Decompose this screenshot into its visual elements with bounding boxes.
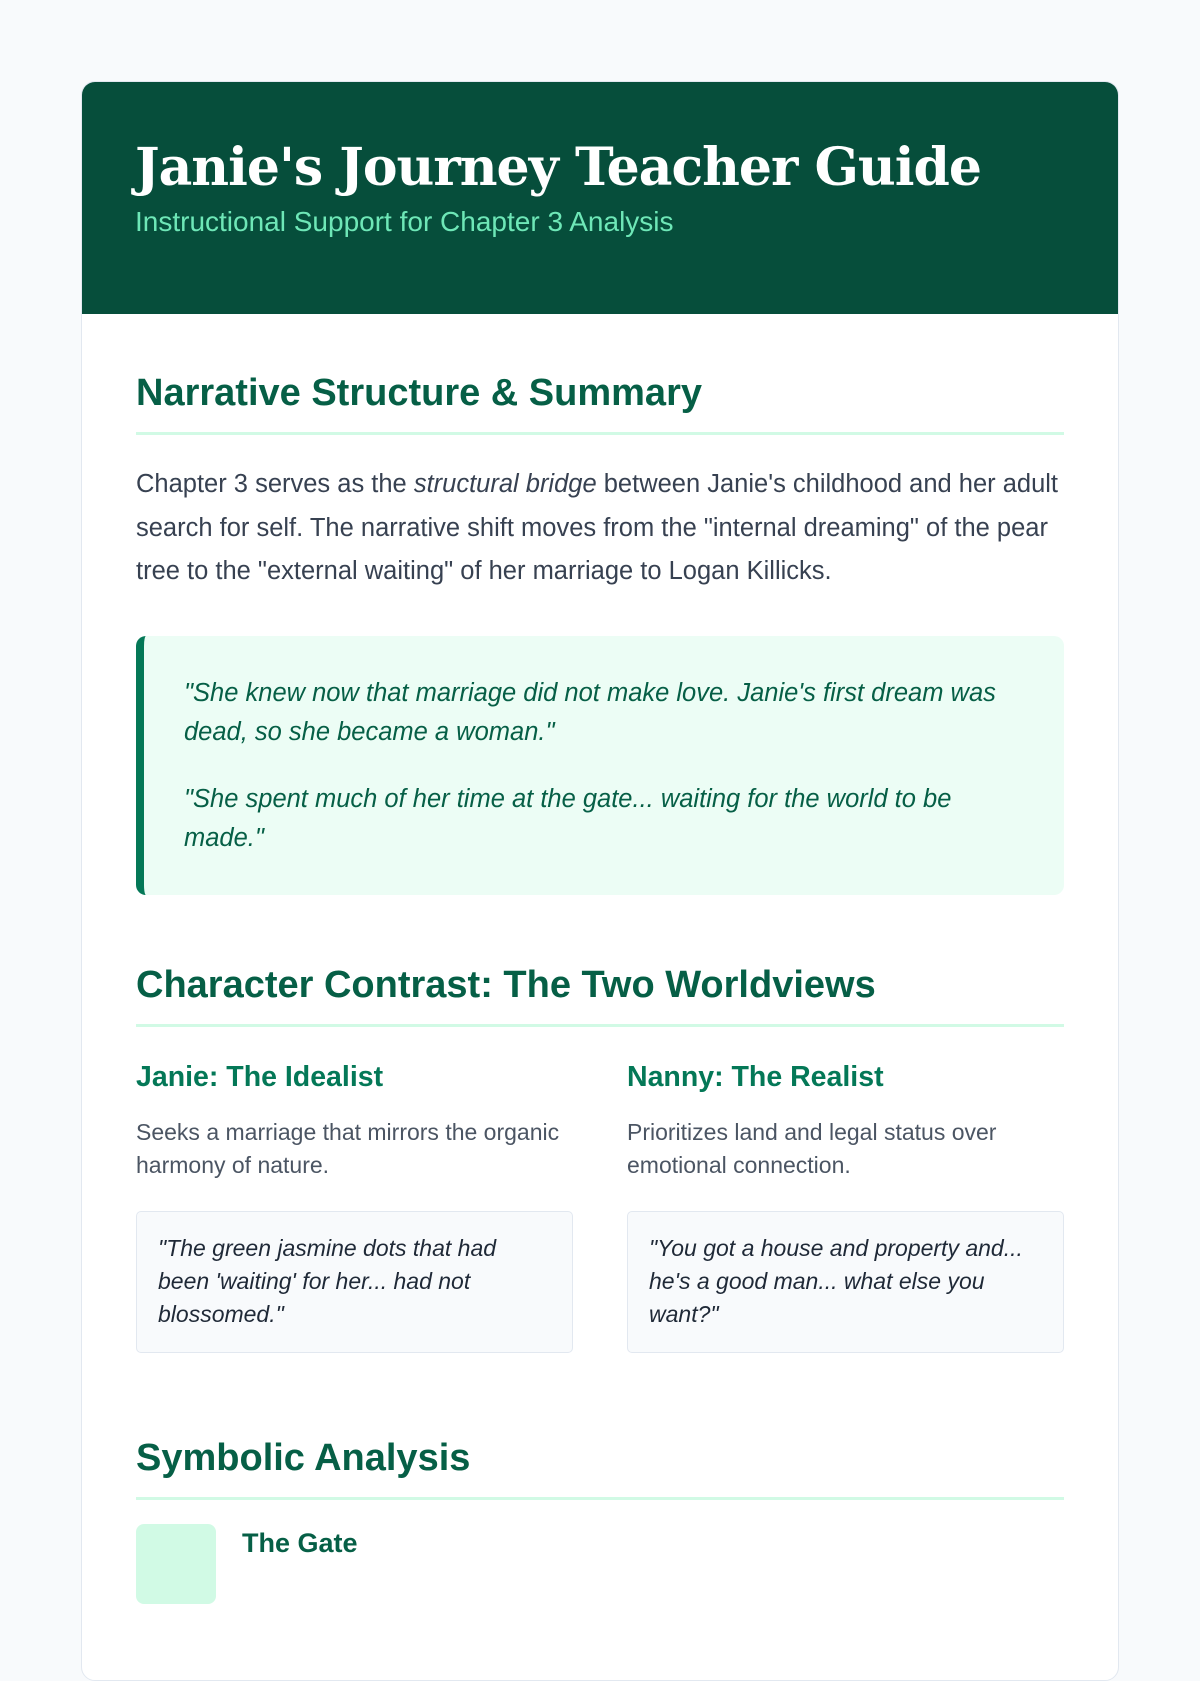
- key-quotes-box: [136, 636, 1064, 895]
- guide-content: [82, 370, 1118, 1604]
- guide-header: [82, 82, 1118, 314]
- section-heading-symbolic: Symbolic Analysis: [136, 1435, 1064, 1500]
- character-quote: "The green jasmine dots that had been 'waiting' for her... had not blossomed.": [136, 1211, 573, 1353]
- key-quote: "She spent much of her time at the gate... waiting for the world to be made.": [184, 784, 952, 852]
- section-heading-narrative: Narrative Structure & Summary: [136, 370, 1064, 435]
- page-subtitle: Instructional Support for Chapter 3 Analysis: [135, 206, 674, 237]
- character-quote: "You got a house and property and... he's a good man... what else you want?": [627, 1211, 1064, 1353]
- intro-emphasis: structural bridge: [413, 470, 597, 498]
- section-heading-contrast: Character Contrast: The Two Worldviews: [136, 962, 1064, 1027]
- character-title: Nanny: The Realist: [627, 1060, 884, 1093]
- page-title: Janie's Journey Teacher Guide: [135, 137, 981, 198]
- gate-icon: [136, 1524, 216, 1604]
- character-description: Prioritizes land and legal status over emotional connection.: [627, 1118, 997, 1178]
- character-column-nanny: [627, 1059, 1064, 1353]
- character-column-janie: [136, 1059, 573, 1353]
- narrative-intro: [136, 463, 1064, 594]
- symbol-title: The Gate: [242, 1527, 358, 1558]
- intro-text-start: Chapter 3 serves as the: [136, 470, 414, 498]
- intro-text-end: between Janie's childhood and her adult search for self. The narrative shift moves from the "internal dreaming" of the pear tree to the "external waiting" of her marriage to Logan Killicks.: [136, 470, 1059, 585]
- guide-card: [81, 81, 1119, 1681]
- character-title: Janie: The Idealist: [136, 1060, 384, 1093]
- key-quote: "She knew now that marriage did not make love. Janie's first dream was dead, so she became a woman.": [184, 678, 996, 746]
- character-contrast-grid: [136, 1059, 1064, 1353]
- character-description: Seeks a marriage that mirrors the organic harmony of nature.: [136, 1118, 560, 1178]
- symbol-item: [136, 1524, 1064, 1604]
